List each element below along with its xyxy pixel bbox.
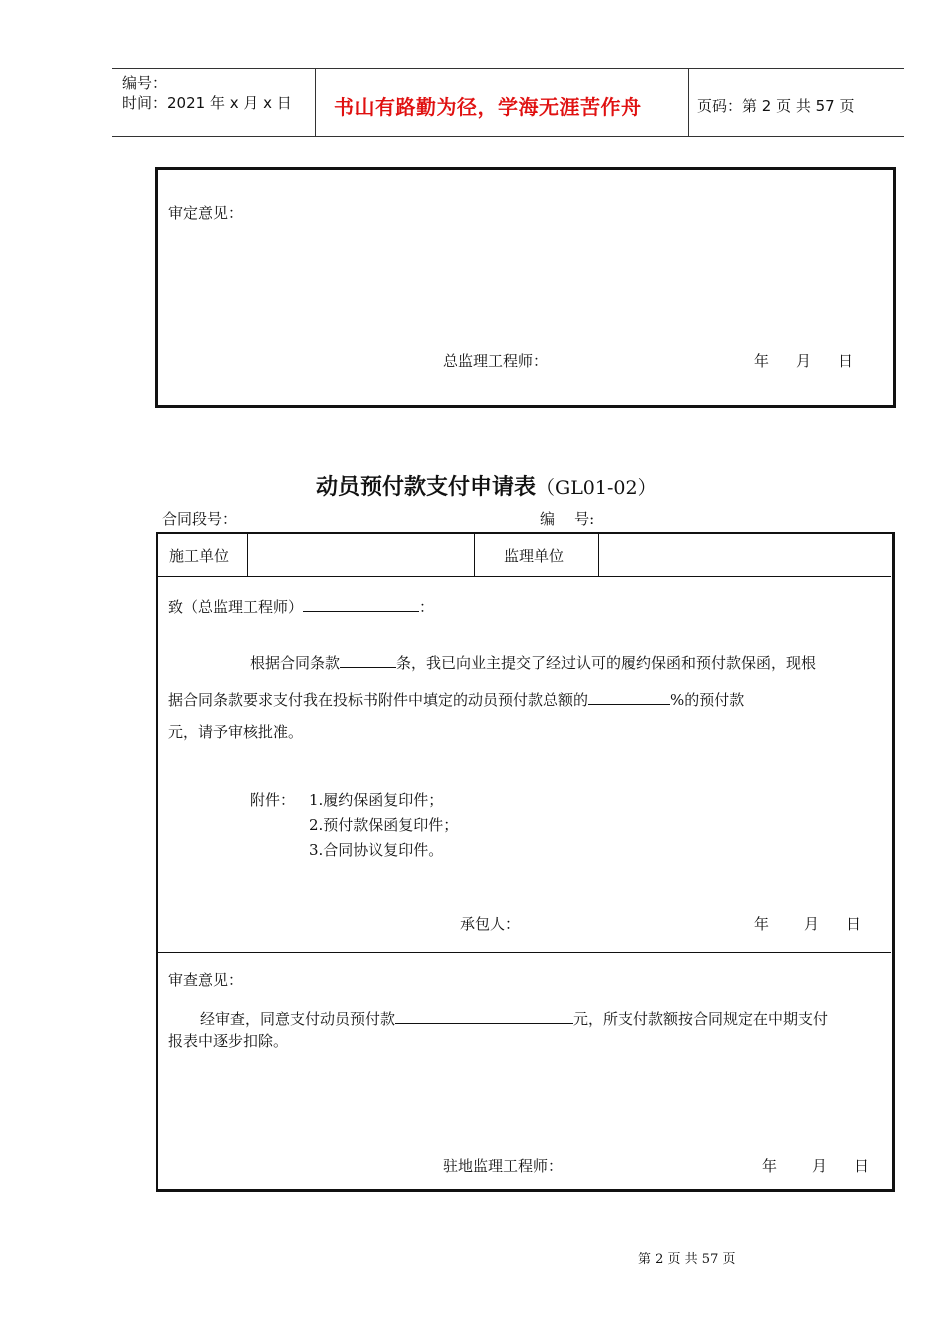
attachment-item-3: 3.合同协议复印件。 xyxy=(309,841,444,859)
supervisor-unit-label: 监理单位 xyxy=(504,547,565,565)
header-divider-left xyxy=(315,69,316,136)
application-form-box xyxy=(156,532,895,1192)
addressee-label: 致（总监理工程师） xyxy=(168,598,304,616)
approval-year: 年 xyxy=(754,352,770,370)
attachment-item-2: 2.预付款保函复印件； xyxy=(309,816,459,834)
contractor-sign-label: 承包人： xyxy=(460,915,521,933)
header-motto: 书山有路勤为径，学海无涯苦作舟 xyxy=(334,95,642,119)
contractor-sign-month: 月 xyxy=(804,915,820,933)
contractor-sign-year: 年 xyxy=(754,915,770,933)
footer-page-number: 第 2 页 共 57 页 xyxy=(638,1252,736,1267)
percent-blank[interactable] xyxy=(588,690,670,705)
approval-day: 日 xyxy=(838,352,854,370)
clause-number-blank[interactable] xyxy=(340,653,396,668)
addressee-line xyxy=(168,597,434,615)
paragraph-line-2 xyxy=(168,690,744,708)
para-text-2: 条，我已向业主提交了经过认可的履约保函和预付款保函，现根 xyxy=(396,654,817,672)
paragraph-line-1 xyxy=(250,653,816,671)
contractor-unit-label: 施工单位 xyxy=(169,547,230,565)
row-divider-review xyxy=(157,952,891,953)
para-text-3: 据合同条款要求支付我在投标书附件中填定的动员预付款总额的 xyxy=(168,691,589,709)
header-time-label: 时间：2021 年 x 月 x 日 xyxy=(122,94,292,112)
review-sign-day: 日 xyxy=(854,1157,870,1175)
attachments-label: 附件： xyxy=(250,791,296,809)
form-number-label: 编 号: xyxy=(540,510,595,528)
approval-opinion-label: 审定意见： xyxy=(168,204,244,222)
col-divider-2 xyxy=(474,533,475,576)
row-divider-units xyxy=(157,576,891,577)
col-divider-1 xyxy=(247,533,248,576)
review-text-1: 经审查，同意支付动员预付款 xyxy=(200,1010,396,1028)
header-bottom-rule xyxy=(112,136,904,137)
attachment-item-1: 1.履约保函复印件； xyxy=(309,791,444,809)
header-top-rule xyxy=(112,68,904,69)
para-text-4: %的预付款 xyxy=(670,691,745,709)
col-divider-3 xyxy=(598,533,599,576)
addressee-colon: ： xyxy=(419,598,435,616)
form-title: 动员预付款支付申请表 xyxy=(316,475,537,500)
review-sign-year: 年 xyxy=(762,1157,778,1175)
addressee-blank[interactable] xyxy=(303,597,419,612)
header-divider-right xyxy=(688,69,689,136)
contractor-sign-day: 日 xyxy=(846,915,862,933)
form-title-row xyxy=(316,470,657,501)
header-number-label: 编号： xyxy=(122,74,168,92)
approved-amount-blank[interactable] xyxy=(395,1009,573,1024)
resident-engineer-label: 驻地监理工程师： xyxy=(443,1157,564,1175)
para-text-1: 根据合同条款 xyxy=(250,654,341,672)
review-line-1 xyxy=(200,1009,828,1027)
review-sign-month: 月 xyxy=(812,1157,828,1175)
review-text-2: 元，所支付款额按合同规定在中期支付 xyxy=(573,1010,829,1028)
paragraph-line-3: 元，请予审核批准。 xyxy=(168,723,304,741)
contractor-unit-field[interactable] xyxy=(250,536,470,574)
form-code: （GL01-02） xyxy=(536,477,657,499)
review-line-2: 报表中逐步扣除。 xyxy=(168,1032,289,1050)
header-page-label: 页码：第 2 页 共 57 页 xyxy=(697,97,855,115)
approval-box xyxy=(155,167,896,408)
supervisor-unit-field[interactable] xyxy=(601,536,887,574)
contract-section-label: 合同段号： xyxy=(162,510,238,528)
review-label: 审查意见： xyxy=(168,971,244,989)
approval-signer-label: 总监理工程师： xyxy=(443,352,549,370)
approval-month: 月 xyxy=(796,352,812,370)
